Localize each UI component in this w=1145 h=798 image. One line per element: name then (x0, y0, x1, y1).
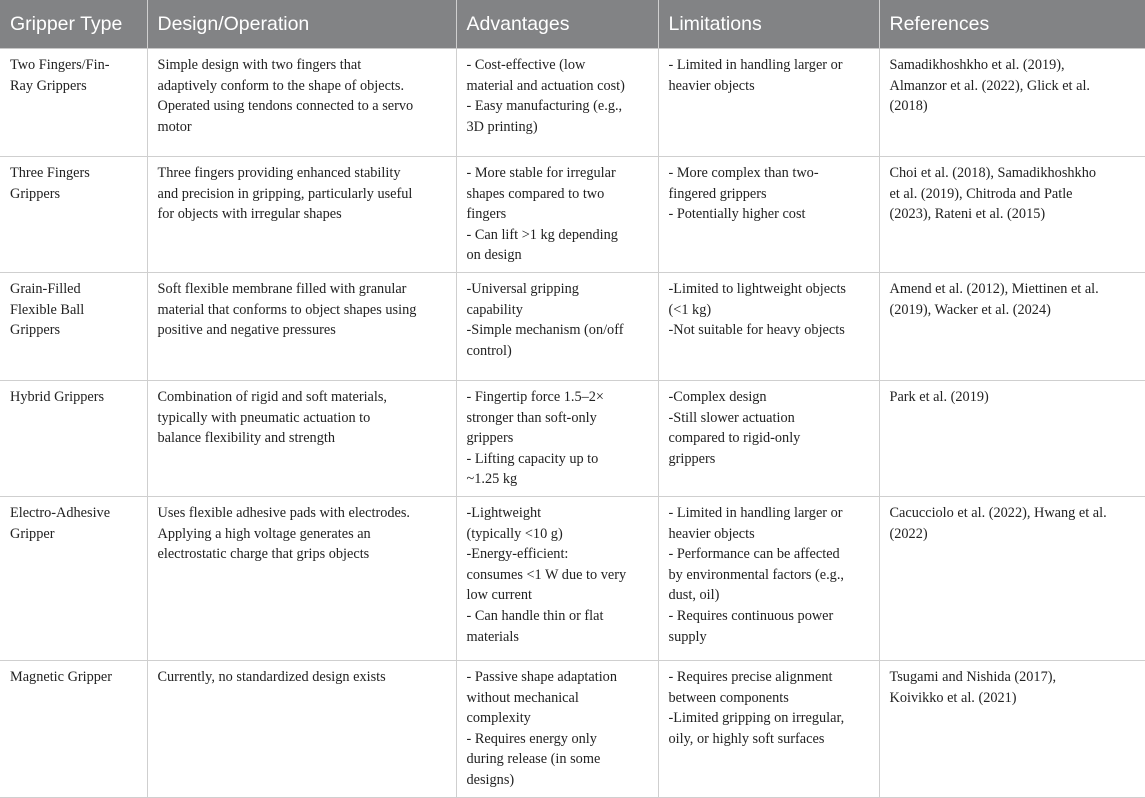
cell-gripper-type (0, 660, 147, 797)
cell-text-line: Hybrid Grippers (10, 388, 105, 405)
cell-text-line: - Limited in handling larger or (668, 57, 843, 73)
cell-text-line: Ray Grippers (10, 77, 87, 94)
cell-text-line: between components (668, 689, 789, 706)
cell-design-operation (147, 157, 456, 273)
cell-text-line: - Lifting capacity up to (466, 450, 599, 467)
cell-text-line: by environmental factors (e.g., (668, 566, 844, 583)
cell-text-line: stronger than soft-only (466, 409, 597, 426)
cell-design-operation (147, 272, 456, 380)
cell-text-line: (<1 kg) (668, 301, 712, 318)
cell-text-line: - Cost-effective (low (466, 57, 586, 73)
cell-text-line: Three Fingers (10, 165, 90, 181)
cell-references (879, 660, 1145, 797)
cell-gripper-type (0, 157, 147, 273)
cell-advantages (456, 496, 658, 660)
cell-text-line: Cacucciolo et al. (2022), Hwang et al. (889, 504, 1107, 521)
cell-text-line: 3D printing) (466, 118, 538, 135)
cell-gripper-type (0, 496, 147, 660)
cell-text-line: -Lightweight (466, 504, 542, 521)
cell-text-line: ~1.25 kg (466, 471, 518, 488)
cell-text-line: fingers (466, 206, 507, 223)
cell-text-line: Grippers (10, 322, 61, 339)
cell-text-line: fingered grippers (668, 185, 767, 202)
cell-text-line: (2019), Wacker et al. (2024) (889, 301, 1051, 318)
cell-text-line: compared to rigid-only (668, 430, 801, 447)
cell-text-line: motor (157, 118, 192, 135)
cell-text-line: - Limited in handling larger or (668, 504, 843, 521)
cell-limitations (658, 660, 879, 797)
cell-text-line: heavier objects (668, 77, 755, 94)
table-row (0, 49, 1145, 157)
cell-text-line: - More stable for irregular (466, 165, 616, 181)
cell-text-line: Choi et al. (2018), Samadikhoshkho (889, 165, 1096, 181)
cell-text-line: - More complex than two- (668, 165, 819, 181)
cell-text-line: Operated using tendons connected to a servo (157, 98, 414, 115)
cell-text-line: Electro-Adhesive (10, 504, 111, 521)
cell-text-line: (2023), Rateni et al. (2015) (889, 206, 1046, 223)
cell-gripper-type (0, 49, 147, 157)
header-references: References (879, 0, 1145, 49)
cell-text-line: capability (466, 301, 523, 318)
cell-text-line: - Requires continuous power (668, 607, 834, 624)
cell-references (879, 380, 1145, 496)
cell-text-line: Three fingers providing enhanced stability (157, 165, 401, 181)
table-row (0, 660, 1145, 797)
cell-text-line: - Performance can be affected (668, 546, 840, 563)
cell-references (879, 496, 1145, 660)
cell-text-line: - Requires energy only (466, 730, 597, 747)
cell-text-line: designs) (466, 771, 515, 788)
cell-text-line: electrostatic charge that grips objects (157, 546, 370, 563)
cell-text-line: Magnetic Gripper (10, 668, 113, 685)
cell-text-line: - Requires precise alignment (668, 668, 833, 685)
cell-text-line: complexity (466, 710, 531, 727)
cell-text-line: low current (466, 587, 533, 604)
cell-text-line: -Universal gripping (466, 280, 579, 297)
cell-text-line: Applying a high voltage generates an (157, 525, 371, 542)
cell-text-line: during release (in some (466, 751, 601, 768)
cell-text-line: Flexible Ball (10, 301, 85, 318)
cell-text-line: (2018) (889, 98, 928, 115)
cell-limitations (658, 272, 879, 380)
table-row (0, 272, 1145, 380)
cell-text-line: (typically <10 g) (466, 525, 563, 542)
cell-limitations (658, 157, 879, 273)
cell-advantages (456, 380, 658, 496)
cell-text-line: balance flexibility and strength (157, 430, 335, 447)
header-advantages: Advantages (456, 0, 658, 49)
cell-text-line: supply (668, 628, 707, 645)
cell-limitations (658, 380, 879, 496)
cell-text-line: (2022) (889, 525, 928, 542)
cell-design-operation (147, 380, 456, 496)
cell-text-line: grippers (668, 450, 716, 467)
header-row (0, 0, 1145, 49)
cell-text-line: Simple design with two fingers that (157, 57, 362, 73)
cell-text-line: Almanzor et al. (2022), Glick et al. (889, 77, 1090, 94)
cell-design-operation (147, 49, 456, 157)
cell-text-line: positive and negative pressures (157, 322, 336, 339)
cell-text-line: adaptively conform to the shape of objects. (157, 77, 405, 94)
cell-advantages (456, 157, 658, 273)
cell-gripper-type (0, 272, 147, 380)
header-limitations: Limitations (658, 0, 879, 49)
cell-text-line: - Can lift >1 kg depending (466, 226, 618, 243)
cell-limitations (658, 49, 879, 157)
cell-text-line: Grain-Filled (10, 280, 81, 297)
cell-references (879, 49, 1145, 157)
cell-text-line: for objects with irregular shapes (157, 206, 342, 223)
cell-text-line: Combination of rigid and soft materials, (157, 388, 388, 405)
cell-text-line: material and actuation cost) (466, 77, 625, 94)
cell-text-line: Tsugami and Nishida (2017), (889, 668, 1057, 685)
cell-text-line: - Fingertip force 1.5–2× (466, 388, 604, 405)
cell-text-line: - Potentially higher cost (668, 206, 806, 223)
cell-text-line: without mechanical (466, 689, 579, 706)
cell-text-line: oily, or highly soft surfaces (668, 730, 825, 747)
table-row (0, 496, 1145, 660)
cell-text-line: - Easy manufacturing (e.g., (466, 98, 623, 115)
cell-text-line: -Still slower actuation (668, 409, 795, 426)
cell-text-line: dust, oil) (668, 587, 720, 604)
cell-references (879, 157, 1145, 273)
table-body (0, 49, 1145, 798)
cell-text-line: -Energy-efficient: (466, 546, 569, 563)
cell-text-line: -Limited to lightweight objects (668, 280, 846, 297)
cell-text-line: consumes <1 W due to very (466, 566, 627, 583)
cell-text-line: Currently, no standardized design exists (157, 668, 386, 685)
cell-text-line: Uses flexible adhesive pads with electrodes. (157, 504, 410, 521)
cell-design-operation (147, 496, 456, 660)
header-design-operation: Design/Operation (147, 0, 456, 49)
cell-limitations (658, 496, 879, 660)
table-header (0, 0, 1145, 49)
cell-gripper-type (0, 380, 147, 496)
cell-text-line: shapes compared to two (466, 185, 605, 202)
cell-text-line: -Not suitable for heavy objects (668, 322, 845, 339)
cell-text-line: -Limited gripping on irregular, (668, 710, 845, 727)
cell-text-line: Samadikhoshkho et al. (2019), (889, 57, 1065, 73)
cell-text-line: materials (466, 628, 519, 645)
cell-text-line: Soft flexible membrane filled with granular (157, 280, 407, 297)
table-row (0, 157, 1145, 273)
cell-text-line: control) (466, 342, 512, 359)
cell-advantages (456, 272, 658, 380)
cell-text-line: Grippers (10, 185, 61, 202)
cell-references (879, 272, 1145, 380)
cell-advantages (456, 49, 658, 157)
cell-text-line: typically with pneumatic actuation to (157, 409, 371, 426)
table-row (0, 380, 1145, 496)
cell-text-line: et al. (2019), Chitroda and Patle (889, 185, 1073, 202)
cell-text-line: Two Fingers/Fin- (10, 57, 110, 73)
cell-text-line: Koivikko et al. (2021) (889, 689, 1017, 706)
cell-text-line: on design (466, 247, 522, 264)
header-gripper-type: Gripper Type (0, 0, 147, 49)
cell-text-line: heavier objects (668, 525, 755, 542)
cell-text-line: and precision in gripping, particularly useful (157, 185, 413, 202)
cell-text-line: Park et al. (2019) (889, 388, 989, 405)
cell-text-line: -Simple mechanism (on/off (466, 322, 624, 339)
cell-text-line: - Can handle thin or flat (466, 607, 604, 624)
cell-text-line: grippers (466, 430, 514, 447)
cell-text-line: - Passive shape adaptation (466, 668, 617, 685)
cell-text-line: -Complex design (668, 388, 767, 405)
cell-text-line: material that conforms to object shapes using (157, 301, 417, 318)
cell-text-line: Gripper (10, 525, 55, 542)
cell-text-line: Amend et al. (2012), Miettinen et al. (889, 280, 1099, 297)
cell-design-operation (147, 660, 456, 797)
cell-advantages (456, 660, 658, 797)
